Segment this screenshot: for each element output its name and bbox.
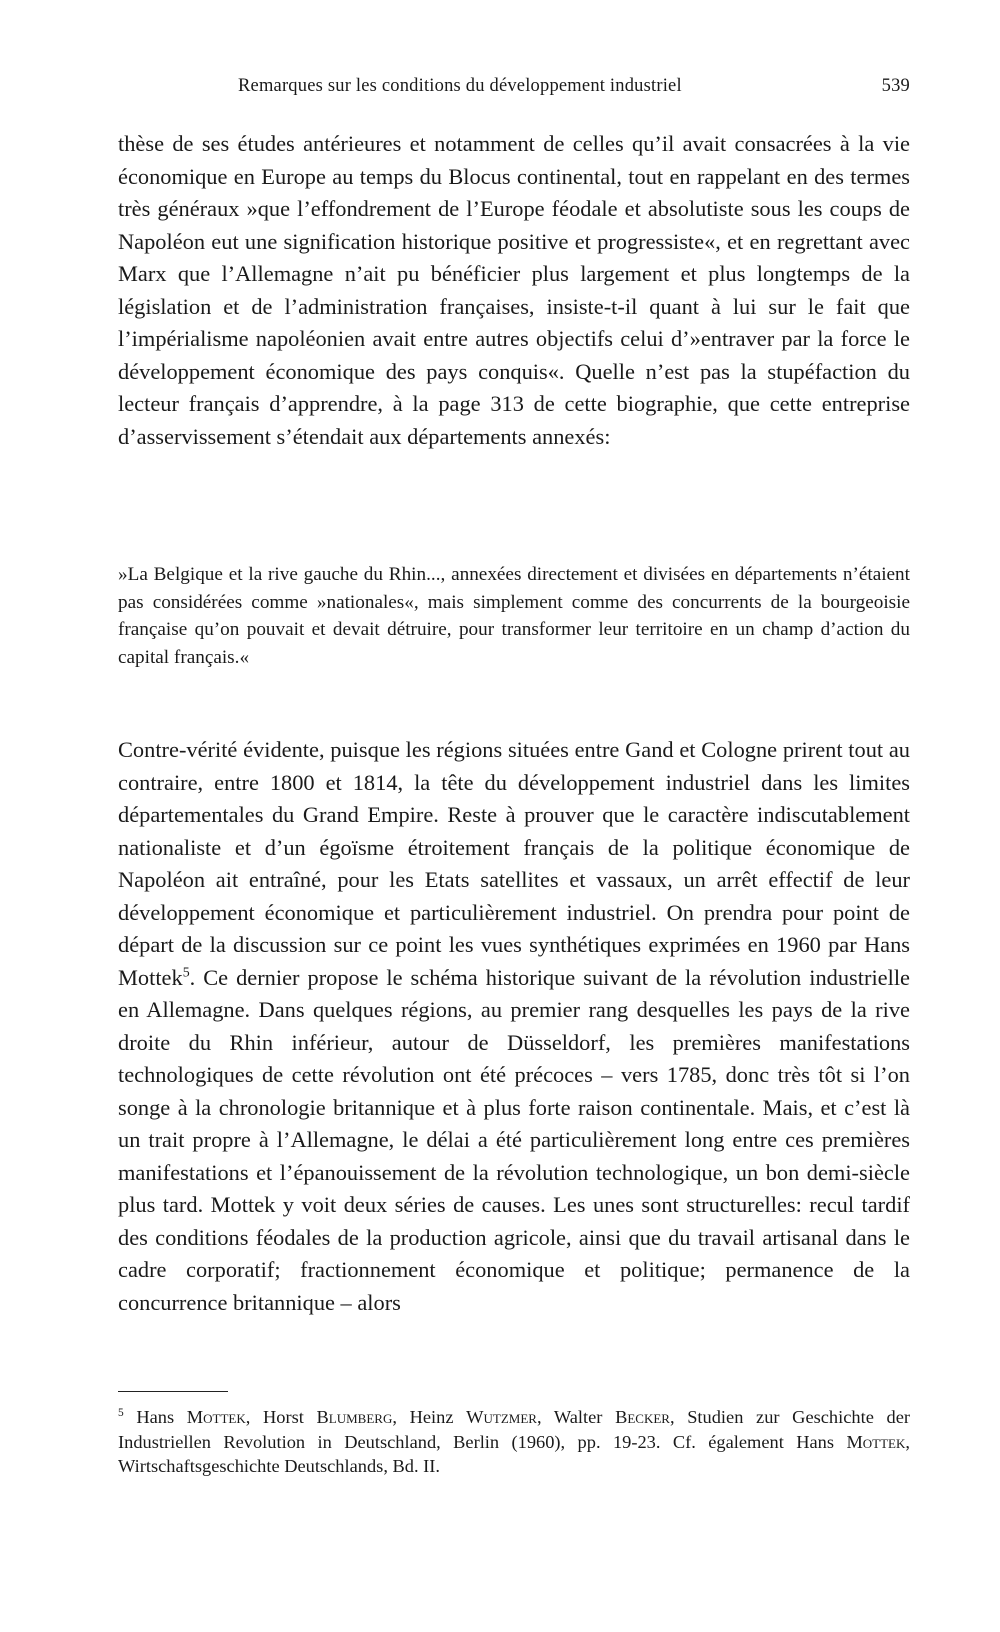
paragraph-main <box>118 734 910 1319</box>
footnote-text: , Studien zur Geschichte der Industriellen Revolution in Deutschland, Berlin (1960), pp. 19-23. Cf. également Hans <box>118 1407 910 1452</box>
footnote-separator <box>118 1391 228 1392</box>
author-name: Mottek <box>186 1407 246 1427</box>
footnote-text: Hans <box>123 1407 187 1427</box>
footnote-reference: 5 <box>182 965 190 981</box>
author-name: Becker <box>615 1407 670 1427</box>
author-name: Wutzmer <box>466 1407 537 1427</box>
author-name: Blumberg <box>316 1407 393 1427</box>
footnote-text: , Horst <box>245 1407 317 1427</box>
footnote-text: , Walter <box>536 1407 616 1427</box>
footnote-marker: 5 <box>118 1406 124 1419</box>
page-number: 539 <box>881 76 910 96</box>
block-quote: »La Belgique et la rive gauche du Rhin..., annexées directement et divisées en départements n’étaient pas considérées comme »nationales«, mais simplement comme des concurrents de la bourgeoisie française qu’on pouvait et devait détruire, pour transformer leur territoire en un champ d’action du capital français.« <box>118 564 910 668</box>
paragraph-text-part-2: . Ce dernier propose le schéma historique suivant de la révolution industrielle en Allemagne. Dans quelques régions, au premier rang desquelles les pays de la rive droite du Rhin inférieur, autour de Düsseldorf, les premières manifestations technologiques de cette révolution ont été précoces – vers 1785, donc très tôt si l’on songe à la chronologie britannique et à plus forte raison continentale. Mais, et c’est là un trait propre à l’Allemagne, le délai a été particulièrement long entre ces premières manifestations et l’épanouissement de la révolution technologique, un bon demi-siècle plus tard. Mottek y voit deux séries de causes. Les unes sont structurelles: recul tardif des conditions féodales de la production agricole, ainsi que du travail artisanal dans le cadre corporatif; fractionnement économique et politique; permanence de la concurrence britannique – alors <box>118 964 910 1315</box>
author-name: Mottek <box>846 1431 906 1452</box>
paragraph-continued: thèse de ses études antérieures et notamment de celles qu’il avait consacrées à la vie économique en Europe au temps du Blocus continental, tout en rappelant en des termes très généraux »que l’effondrement de l’Europe féodale et absolutiste sous les coups de Napoléon eut une signification historique positive et progressiste«, et en regrettant avec Marx que l’Allemagne n’ait pu bénéficier plus largement et plus longtemps de la législation et de l’administration françaises, insiste-t-il quant à lui sur le fait que l’impérialisme napoléonien avait entre autres objectifs celui d’»entraver par la force le développement économique des pays conquis«. Quelle n’est pas la stupéfaction du lecteur français d’apprendre, à la page 313 de cette biographie, que cette entreprise d’asservissement s’étendait aux départements annexés: <box>118 131 910 449</box>
running-header <box>118 76 910 106</box>
paragraph-text-part-1: Contre-vérité évidente, puisque les régions situées entre Gand et Cologne prirent tout au contraire, entre 1800 et 1814, la tête du développement industriel dans les limites départementales du Grand Empire. Reste à prouver que le caractère indiscutablement nationaliste et d’un égoïsme étroitement français de la politique économique de Napoléon ait entraîné, pour les Etats satellites et vassaux, un arrêt effectif de leur développement économique et particulièrement industriel. On prendra pour point de départ de la discussion sur ce point les vues synthétiques exprimées en 1960 par Hans Mottek <box>118 737 910 990</box>
footnote <box>118 1405 910 1479</box>
footnote-text: , Wirtschaftsgeschichte Deutschlands, Bd. II. <box>118 1431 910 1476</box>
footnote-text: , Heinz <box>392 1407 467 1427</box>
running-title: Remarques sur les conditions du développement industriel <box>238 76 682 96</box>
